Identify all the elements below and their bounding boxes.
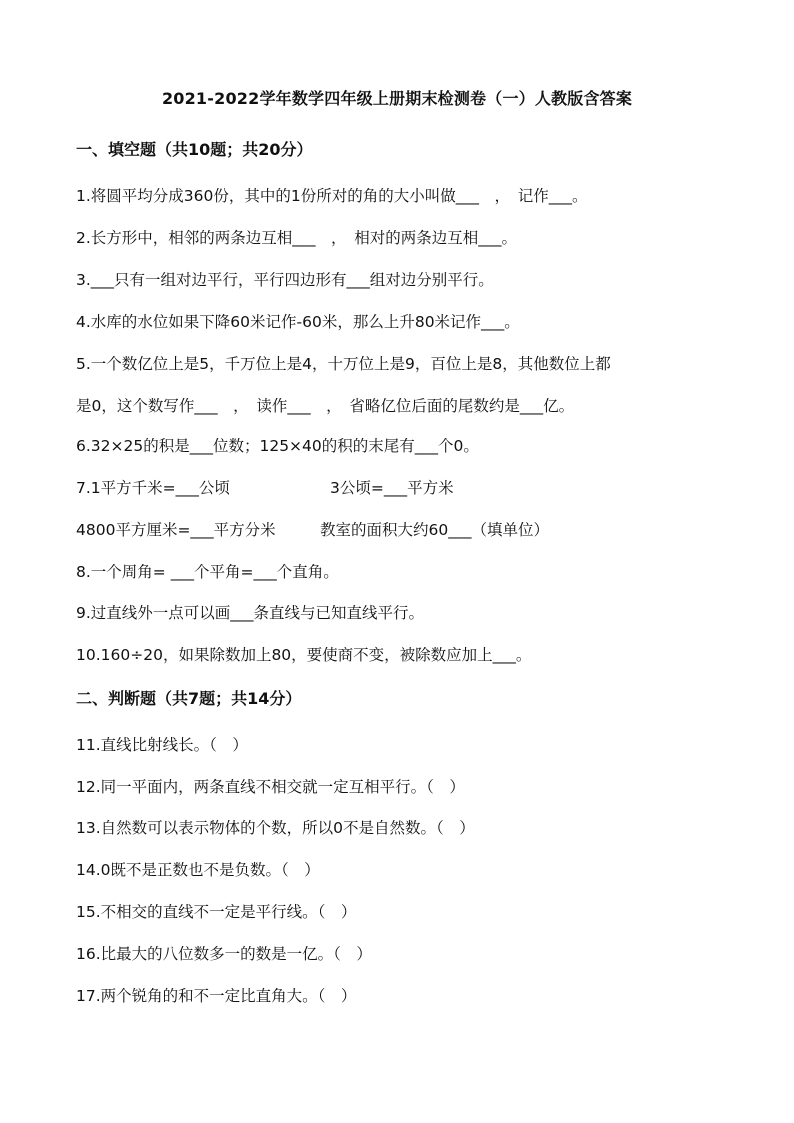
page-title: 2021-2022学年数学四年级上册期末检测卷（一）人教版含答案 — [161, 89, 633, 108]
question-2: 2.长方形中，相邻的两条边互相___ ， 相对的两条边互相___。 — [76, 229, 518, 247]
question-10: 10.160÷20，如果除数加上80，要使商不变，被除数应加上___。 — [76, 646, 532, 664]
question-16: 16.比最大的八位数多一的数是一亿。（ ） — [76, 945, 372, 963]
question-7-row-1-left: 7.1平方千米=___公顷 — [76, 479, 230, 497]
section-heading-fill-blank: 一、填空题（共10题；共20分） — [76, 140, 313, 159]
question-9: 9.过直线外一点可以画___条直线与已知直线平行。 — [76, 604, 425, 622]
question-13: 13.自然数可以表示物体的个数，所以0不是自然数。（ ） — [76, 819, 475, 837]
section-heading-true-false: 二、判断题（共7题；共14分） — [76, 689, 302, 708]
question-5-line-1: 5.一个数亿位上是5，千万位上是4，十万位上是9，百位上是8，其他数位上都 — [76, 355, 611, 373]
question-11: 11.直线比射线长。（ ） — [76, 736, 248, 754]
question-14: 14.0既不是正数也不是负数。（ ） — [76, 861, 320, 879]
question-12: 12.同一平面内，两条直线不相交就一定互相平行。（ ） — [76, 778, 465, 796]
question-7-row-2-right: 教室的面积大约60___（填单位） — [320, 521, 549, 539]
question-1: 1.将圆平均分成360份，其中的1份所对的角的大小叫做___ ， 记作___。 — [76, 187, 588, 205]
question-5-line-2: 是0，这个数写作___ ， 读作___ ， 省略亿位后面的尾数约是___亿。 — [76, 397, 575, 415]
question-7-row-2-left: 4800平方厘米=___平方分米 — [76, 521, 276, 539]
question-15: 15.不相交的直线不一定是平行线。（ ） — [76, 903, 357, 921]
question-7-row-1-right: 3公顷=___平方米 — [330, 479, 454, 497]
question-17: 17.两个锐角的和不一定比直角大。（ ） — [76, 987, 357, 1005]
question-6: 6.32×25的积是___位数；125×40的积的末尾有___个0。 — [76, 437, 479, 455]
question-8: 8.一个周角= ___个平角=___个直角。 — [76, 563, 339, 581]
question-3: 3.___只有一组对边平行，平行四边形有___组对边分别平行。 — [76, 271, 494, 289]
question-4: 4.水库的水位如果下降60米记作-60米，那么上升80米记作___。 — [76, 313, 520, 331]
